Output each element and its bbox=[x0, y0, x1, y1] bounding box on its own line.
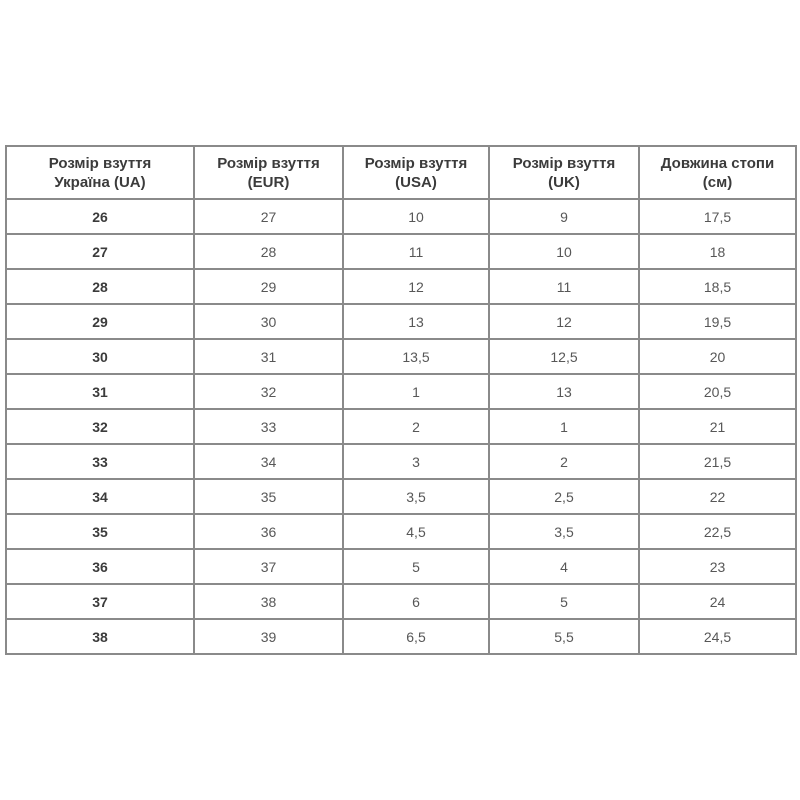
column-header-usa-line1: Розмір взуття bbox=[364, 154, 468, 172]
cell-uk: 10 bbox=[489, 234, 639, 269]
table-row bbox=[6, 584, 796, 619]
cell-cm: 21,5 bbox=[639, 444, 796, 479]
table-row bbox=[6, 444, 796, 479]
cell-cm: 21 bbox=[639, 409, 796, 444]
cell-ua: 36 bbox=[6, 549, 194, 584]
cell-usa: 10 bbox=[343, 199, 489, 234]
table-header bbox=[6, 146, 796, 199]
cell-usa: 13,5 bbox=[343, 339, 489, 374]
cell-uk: 12 bbox=[489, 304, 639, 339]
column-header-uk-line2: (UK) bbox=[548, 173, 580, 191]
cell-cm: 18 bbox=[639, 234, 796, 269]
table-row bbox=[6, 409, 796, 444]
cell-uk: 1 bbox=[489, 409, 639, 444]
cell-uk: 2,5 bbox=[489, 479, 639, 514]
cell-usa: 1 bbox=[343, 374, 489, 409]
cell-uk: 13 bbox=[489, 374, 639, 409]
cell-eur: 29 bbox=[194, 269, 343, 304]
cell-usa: 13 bbox=[343, 304, 489, 339]
size-conversion-table bbox=[5, 145, 797, 655]
cell-ua: 30 bbox=[6, 339, 194, 374]
cell-ua: 29 bbox=[6, 304, 194, 339]
cell-eur: 38 bbox=[194, 584, 343, 619]
column-header-cm bbox=[639, 146, 796, 199]
cell-ua: 38 bbox=[6, 619, 194, 654]
cell-cm: 23 bbox=[639, 549, 796, 584]
cell-ua: 31 bbox=[6, 374, 194, 409]
cell-cm: 24,5 bbox=[639, 619, 796, 654]
column-header-ua-line2: Україна (UA) bbox=[54, 173, 146, 191]
column-header-eur bbox=[194, 146, 343, 199]
table-body bbox=[6, 199, 796, 654]
column-header-ua bbox=[6, 146, 194, 199]
cell-usa: 5 bbox=[343, 549, 489, 584]
table-row bbox=[6, 514, 796, 549]
cell-eur: 37 bbox=[194, 549, 343, 584]
column-header-eur-line1: Розмір взуття bbox=[217, 154, 320, 172]
table-row bbox=[6, 339, 796, 374]
cell-eur: 31 bbox=[194, 339, 343, 374]
cell-ua: 37 bbox=[6, 584, 194, 619]
cell-eur: 36 bbox=[194, 514, 343, 549]
cell-cm: 22 bbox=[639, 479, 796, 514]
cell-usa: 12 bbox=[343, 269, 489, 304]
cell-cm: 24 bbox=[639, 584, 796, 619]
cell-ua: 28 bbox=[6, 269, 194, 304]
cell-uk: 9 bbox=[489, 199, 639, 234]
column-header-eur-line2: (EUR) bbox=[247, 173, 290, 191]
cell-ua: 35 bbox=[6, 514, 194, 549]
table-row bbox=[6, 199, 796, 234]
column-header-usa-line2: (USA) bbox=[395, 173, 437, 191]
header-row bbox=[6, 146, 796, 199]
cell-cm: 22,5 bbox=[639, 514, 796, 549]
column-header-ua-line1: Розмір взуття bbox=[48, 154, 152, 172]
table-row bbox=[6, 374, 796, 409]
cell-uk: 11 bbox=[489, 269, 639, 304]
cell-usa: 11 bbox=[343, 234, 489, 269]
column-header-cm-line2: (см) bbox=[702, 173, 733, 191]
cell-eur: 39 bbox=[194, 619, 343, 654]
cell-usa: 4,5 bbox=[343, 514, 489, 549]
cell-eur: 30 bbox=[194, 304, 343, 339]
cell-usa: 6 bbox=[343, 584, 489, 619]
cell-eur: 28 bbox=[194, 234, 343, 269]
column-header-uk bbox=[489, 146, 639, 199]
cell-ua: 27 bbox=[6, 234, 194, 269]
cell-cm: 19,5 bbox=[639, 304, 796, 339]
cell-usa: 2 bbox=[343, 409, 489, 444]
cell-uk: 2 bbox=[489, 444, 639, 479]
cell-cm: 18,5 bbox=[639, 269, 796, 304]
table-row bbox=[6, 549, 796, 584]
cell-ua: 34 bbox=[6, 479, 194, 514]
cell-eur: 33 bbox=[194, 409, 343, 444]
cell-usa: 3 bbox=[343, 444, 489, 479]
table-row bbox=[6, 619, 796, 654]
cell-ua: 32 bbox=[6, 409, 194, 444]
cell-uk: 5,5 bbox=[489, 619, 639, 654]
cell-eur: 27 bbox=[194, 199, 343, 234]
table-row bbox=[6, 304, 796, 339]
cell-ua: 26 bbox=[6, 199, 194, 234]
cell-eur: 34 bbox=[194, 444, 343, 479]
cell-uk: 3,5 bbox=[489, 514, 639, 549]
cell-cm: 20,5 bbox=[639, 374, 796, 409]
cell-uk: 5 bbox=[489, 584, 639, 619]
column-header-cm-line1: Довжина стопи bbox=[660, 154, 775, 172]
column-header-uk-line1: Розмір взуття bbox=[512, 154, 616, 172]
cell-uk: 4 bbox=[489, 549, 639, 584]
cell-uk: 12,5 bbox=[489, 339, 639, 374]
cell-usa: 3,5 bbox=[343, 479, 489, 514]
table-row bbox=[6, 269, 796, 304]
column-header-usa bbox=[343, 146, 489, 199]
cell-cm: 20 bbox=[639, 339, 796, 374]
cell-ua: 33 bbox=[6, 444, 194, 479]
cell-usa: 6,5 bbox=[343, 619, 489, 654]
cell-cm: 17,5 bbox=[639, 199, 796, 234]
table-row bbox=[6, 479, 796, 514]
cell-eur: 35 bbox=[194, 479, 343, 514]
cell-eur: 32 bbox=[194, 374, 343, 409]
table-row bbox=[6, 234, 796, 269]
